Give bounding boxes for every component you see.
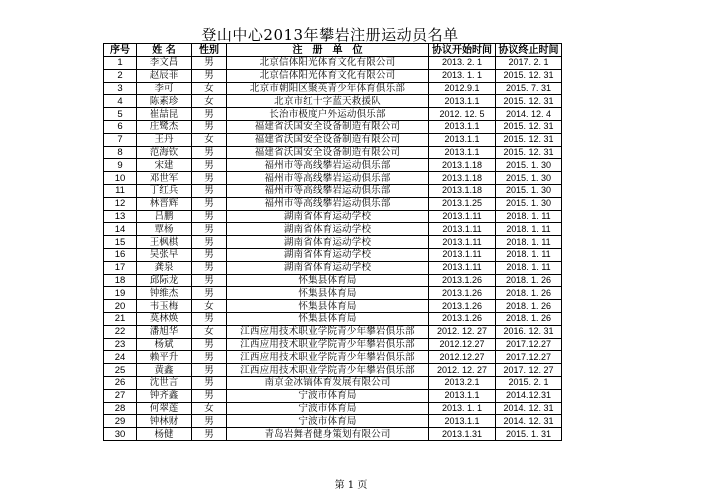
cell-unit: 福建省沃国安全设备制造有限公司 [227,133,429,146]
table-row [104,415,562,428]
cell-name: 黄鑫 [137,364,192,377]
table-row [104,95,562,108]
table-row [104,223,562,236]
cell-unit: 福建省沃国安全设备制造有限公司 [227,120,429,133]
cell-unit: 福州市等高线攀岩运动俱乐部 [227,172,429,185]
cell-end-date: 2015. 12. 31 [496,69,562,82]
cell-index: 11 [104,184,137,197]
table-header-row [104,44,562,57]
cell-name: 吕鹏 [137,210,192,223]
table-row [104,248,562,261]
cell-name: 王丹 [137,133,192,146]
cell-end-date: 2014. 12. 31 [496,402,562,415]
cell-unit: 福州市等高线攀岩运动俱乐部 [227,159,429,172]
cell-unit: 宁波市体育局 [227,402,429,415]
cell-index: 27 [104,389,137,402]
cell-name: 钟林财 [137,415,192,428]
cell-start-date: 2013.1.11 [429,248,496,261]
cell-index: 14 [104,223,137,236]
cell-name: 邱际龙 [137,274,192,287]
cell-end-date: 2018. 1. 11 [496,236,562,249]
cell-gender: 女 [192,95,227,108]
cell-gender: 男 [192,210,227,223]
athlete-roster-table [103,43,562,441]
cell-name: 王枫棋 [137,236,192,249]
cell-name: 邓世军 [137,172,192,185]
cell-gender: 男 [192,146,227,159]
cell-index: 23 [104,338,137,351]
cell-unit: 江西应用技术职业学院青少年攀岩俱乐部 [227,325,429,338]
cell-end-date: 2014.12.31 [496,389,562,402]
cell-name: 李文昌 [137,57,192,70]
cell-gender: 女 [192,133,227,146]
cell-start-date: 2013.1.1 [429,120,496,133]
cell-index: 22 [104,325,137,338]
cell-unit: 北京市红十字蓝天救援队 [227,95,429,108]
cell-index: 26 [104,376,137,389]
cell-index: 18 [104,274,137,287]
cell-start-date: 2013.1.11 [429,210,496,223]
cell-name: 李可 [137,82,192,95]
cell-gender: 男 [192,69,227,82]
cell-gender: 男 [192,364,227,377]
cell-name: 陈素珍 [137,95,192,108]
cell-start-date: 2013.1.25 [429,197,496,210]
cell-start-date: 2012.12.27 [429,338,496,351]
table-row [104,159,562,172]
cell-end-date: 2018. 1. 11 [496,223,562,236]
table-row [104,69,562,82]
table-row [104,57,562,70]
table-body [104,57,562,441]
cell-name: 杨健 [137,428,192,441]
cell-gender: 男 [192,274,227,287]
cell-unit: 北京信体阳光体育文化有限公司 [227,57,429,70]
cell-unit: 怀集县体育局 [227,287,429,300]
cell-gender: 男 [192,428,227,441]
cell-start-date: 2013.1.26 [429,312,496,325]
cell-start-date: 2013.1.11 [429,236,496,249]
cell-unit: 湖南省体育运动学校 [227,210,429,223]
cell-name: 林晋辉 [137,197,192,210]
table-row [104,287,562,300]
cell-end-date: 2015. 1. 30 [496,172,562,185]
cell-name: 潘旭华 [137,325,192,338]
cell-gender: 男 [192,108,227,121]
cell-start-date: 2012. 12. 5 [429,108,496,121]
cell-end-date: 2018. 1. 11 [496,248,562,261]
cell-name: 沈世言 [137,376,192,389]
table-row [104,108,562,121]
cell-index: 13 [104,210,137,223]
table-row [104,364,562,377]
cell-index: 2 [104,69,137,82]
cell-start-date: 2012. 12. 27 [429,325,496,338]
cell-gender: 男 [192,172,227,185]
cell-name: 崔喆昆 [137,108,192,121]
table-row [104,402,562,415]
cell-unit: 福州市等高线攀岩运动俱乐部 [227,184,429,197]
cell-index: 17 [104,261,137,274]
cell-index: 4 [104,95,137,108]
table-row [104,261,562,274]
cell-end-date: 2015. 1. 31 [496,428,562,441]
table-row [104,146,562,159]
header-gender: 性别 [192,44,227,57]
cell-start-date: 2013.1.18 [429,159,496,172]
document-title: 登山中心2013年攀岩注册运动员名单 [201,26,459,44]
cell-gender: 男 [192,197,227,210]
cell-name: 庄鹭杰 [137,120,192,133]
table-row [104,312,562,325]
table-row [104,197,562,210]
cell-index: 16 [104,248,137,261]
cell-unit: 怀集县体育局 [227,312,429,325]
table-row [104,274,562,287]
cell-unit: 湖南省体育运动学校 [227,236,429,249]
cell-end-date: 2017. 12. 27 [496,364,562,377]
cell-name: 杨斌 [137,338,192,351]
cell-end-date: 2017. 2. 1 [496,57,562,70]
cell-name: 覃杨 [137,223,192,236]
cell-gender: 男 [192,287,227,300]
cell-name: 宋建 [137,159,192,172]
cell-unit: 福建省沃国安全设备制造有限公司 [227,146,429,159]
cell-gender: 男 [192,312,227,325]
cell-gender: 男 [192,184,227,197]
cell-name: 韦玉梅 [137,300,192,313]
table-row [104,120,562,133]
cell-unit: 怀集县体育局 [227,300,429,313]
cell-start-date: 2013.1.26 [429,300,496,313]
cell-gender: 男 [192,236,227,249]
header-index: 序号 [104,44,137,57]
table-row [104,210,562,223]
cell-index: 24 [104,351,137,364]
cell-end-date: 2015. 12. 31 [496,146,562,159]
cell-gender: 男 [192,261,227,274]
page-number: 第 1 页 [334,480,368,491]
cell-end-date: 2018. 1. 26 [496,274,562,287]
cell-gender: 男 [192,389,227,402]
table-row [104,338,562,351]
cell-end-date: 2015. 12. 31 [496,95,562,108]
cell-name: 龚泉 [137,261,192,274]
cell-unit: 怀集县体育局 [227,274,429,287]
cell-end-date: 2014. 12. 31 [496,415,562,428]
cell-end-date: 2018. 1. 11 [496,261,562,274]
table-row [104,236,562,249]
cell-unit: 北京市朝阳区聚英青少年体育俱乐部 [227,82,429,95]
cell-start-date: 2012. 12. 27 [429,364,496,377]
header-start-date: 协议开始时间 [429,44,496,57]
header-end-date: 协议终止时间 [496,44,562,57]
cell-index: 19 [104,287,137,300]
cell-gender: 男 [192,351,227,364]
cell-start-date: 2013.1.31 [429,428,496,441]
cell-name: 何翠莲 [137,402,192,415]
cell-start-date: 2013.1.26 [429,274,496,287]
cell-unit: 长治市极度户外运动俱乐部 [227,108,429,121]
cell-index: 5 [104,108,137,121]
cell-gender: 男 [192,415,227,428]
cell-start-date: 2013. 2. 1 [429,57,496,70]
table-row [104,325,562,338]
cell-start-date: 2013. 1. 1 [429,69,496,82]
cell-unit: 湖南省体育运动学校 [227,223,429,236]
cell-unit: 江西应用技术职业学院青少年攀岩俱乐部 [227,351,429,364]
cell-start-date: 2013.1.1 [429,95,496,108]
cell-end-date: 2015. 7. 31 [496,82,562,95]
cell-unit: 北京信体阳光体育文化有限公司 [227,69,429,82]
cell-index: 1 [104,57,137,70]
cell-unit: 青岛岩舞者健身策划有限公司 [227,428,429,441]
cell-index: 6 [104,120,137,133]
cell-gender: 男 [192,338,227,351]
cell-end-date: 2014. 12. 4 [496,108,562,121]
cell-unit: 湖南省体育运动学校 [227,261,429,274]
cell-gender: 男 [192,248,227,261]
cell-start-date: 2013.1.11 [429,223,496,236]
cell-end-date: 2015. 1. 30 [496,159,562,172]
cell-start-date: 2013. 1. 1 [429,402,496,415]
cell-index: 15 [104,236,137,249]
table-row [104,300,562,313]
cell-index: 8 [104,146,137,159]
cell-end-date: 2016. 12. 31 [496,325,562,338]
cell-unit: 宁波市体育局 [227,389,429,402]
cell-name: 丁红兵 [137,184,192,197]
cell-unit: 江西应用技术职业学院青少年攀岩俱乐部 [227,364,429,377]
table-row [104,82,562,95]
cell-end-date: 2018. 1. 26 [496,287,562,300]
cell-index: 10 [104,172,137,185]
cell-start-date: 2013.1.1 [429,146,496,159]
cell-end-date: 2015. 12. 31 [496,133,562,146]
table-row [104,389,562,402]
cell-index: 21 [104,312,137,325]
cell-gender: 男 [192,223,227,236]
cell-name: 莫林焕 [137,312,192,325]
cell-unit: 福州市等高线攀岩运动俱乐部 [227,197,429,210]
cell-start-date: 2013.2.1 [429,376,496,389]
cell-end-date: 2015. 12. 31 [496,120,562,133]
cell-gender: 男 [192,57,227,70]
cell-end-date: 2015. 1. 30 [496,197,562,210]
table-row [104,133,562,146]
cell-unit: 宁波市体育局 [227,415,429,428]
cell-end-date: 2018. 1. 26 [496,300,562,313]
cell-index: 3 [104,82,137,95]
cell-start-date: 2013.1.18 [429,184,496,197]
cell-index: 12 [104,197,137,210]
cell-start-date: 2013.1.18 [429,172,496,185]
cell-unit: 湖南省体育运动学校 [227,248,429,261]
cell-start-date: 2012.9.1 [429,82,496,95]
cell-end-date: 2015. 2. 1 [496,376,562,389]
cell-index: 30 [104,428,137,441]
cell-gender: 女 [192,402,227,415]
cell-index: 9 [104,159,137,172]
cell-start-date: 2013.1.1 [429,389,496,402]
cell-start-date: 2012.12.27 [429,351,496,364]
cell-start-date: 2013.1.1 [429,415,496,428]
table-row [104,172,562,185]
cell-gender: 女 [192,82,227,95]
cell-gender: 男 [192,120,227,133]
cell-gender: 男 [192,159,227,172]
cell-index: 28 [104,402,137,415]
cell-name: 钟齐鑫 [137,389,192,402]
cell-name: 赵辰菲 [137,69,192,82]
cell-index: 25 [104,364,137,377]
cell-end-date: 2017.12.27 [496,351,562,364]
table-row [104,351,562,364]
cell-start-date: 2013.1.1 [429,133,496,146]
header-name: 姓 名 [137,44,192,57]
cell-end-date: 2017.12.27 [496,338,562,351]
cell-gender: 女 [192,300,227,313]
cell-index: 7 [104,133,137,146]
cell-name: 钟维杰 [137,287,192,300]
cell-end-date: 2018. 1. 26 [496,312,562,325]
cell-index: 20 [104,300,137,313]
cell-name: 吴张早 [137,248,192,261]
table-row [104,184,562,197]
table-row [104,428,562,441]
cell-start-date: 2013.1.11 [429,261,496,274]
cell-end-date: 2015. 1. 30 [496,184,562,197]
header-registered-unit: 注 册 单 位 [227,44,429,57]
cell-index: 29 [104,415,137,428]
table-row [104,376,562,389]
cell-unit: 南京金冰镐体育发展有限公司 [227,376,429,389]
cell-gender: 女 [192,325,227,338]
cell-start-date: 2013.1.26 [429,287,496,300]
cell-end-date: 2018. 1. 11 [496,210,562,223]
cell-name: 赖平升 [137,351,192,364]
cell-gender: 男 [192,376,227,389]
cell-unit: 江西应用技术职业学院青少年攀岩俱乐部 [227,338,429,351]
cell-name: 范海钦 [137,146,192,159]
